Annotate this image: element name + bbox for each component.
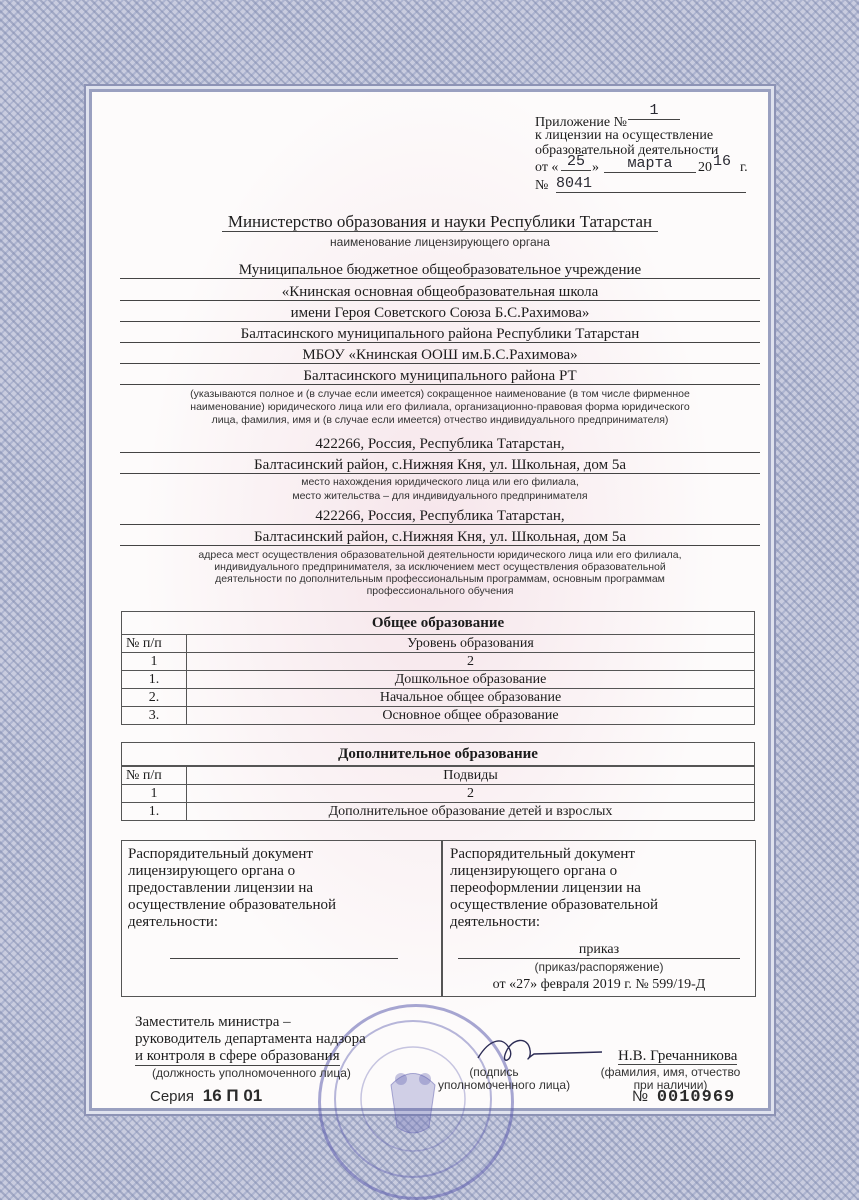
issue-doc-line: предоставлении лицензии на xyxy=(128,880,314,896)
index-cell-2: 2 xyxy=(187,653,755,671)
authority-name-text: Министерство образования и науки Республики Татарстан xyxy=(222,212,658,232)
org-line-6: Балтасинского муниципального района РТ xyxy=(120,368,760,385)
location-line-2: Балтасинский район, с.Нижняя Кня, ул. Школьная, дом 5а xyxy=(120,457,760,474)
series-block xyxy=(150,1086,262,1106)
signature-caption-line: (подпись xyxy=(469,1065,519,1079)
appendix-number: 1 xyxy=(628,103,680,120)
issue-doc-line: деятельности: xyxy=(128,914,219,930)
reissue-doc-line: переоформлении лицензии на xyxy=(450,880,641,896)
activity-caption-3: деятельности по дополнительным профессиональным программам, основным программам xyxy=(215,573,665,585)
form-number-block xyxy=(632,1086,735,1107)
form-number-label: № xyxy=(632,1088,649,1105)
issue-doc-line: лицензирующего органа о xyxy=(128,863,296,879)
additional-education-table xyxy=(121,766,755,821)
issue-doc-line: осуществление образовательной xyxy=(128,897,336,913)
org-line-4: Балтасинского муниципального района Республики Татарстан xyxy=(120,326,760,343)
table-row xyxy=(122,689,755,707)
signatory-position xyxy=(135,1014,366,1066)
index-cell-1: 1 xyxy=(122,653,187,671)
location-caption-1: место нахождения юридического лица или его филиала, xyxy=(301,476,579,488)
org-line-3: имени Героя Советского Союза Б.С.Рахимова» xyxy=(120,305,760,322)
table-header-row xyxy=(122,635,755,653)
position-line: руководитель департамента надзора xyxy=(135,1031,366,1047)
name-caption-line: при наличии) xyxy=(633,1078,708,1092)
date-year-suffix: 16 xyxy=(713,153,732,170)
col-subtype-header: Подвиды xyxy=(187,767,755,785)
activity-caption-2: индивидуального предпринимателя, за исключением мест осуществления образовательной xyxy=(214,561,666,573)
license-no-label: № xyxy=(535,178,549,193)
table-row xyxy=(122,707,755,725)
issue-doc-blank-line xyxy=(170,958,398,959)
signature-caption xyxy=(438,1065,571,1092)
table-index-row xyxy=(122,785,755,803)
col-number-header: № п/п xyxy=(122,767,187,785)
series-label: Серия xyxy=(150,1088,195,1105)
activity-caption-1: адреса мест осуществления образовательной деятельности юридического лица или его филиала, xyxy=(198,549,682,561)
activity-line-2: Балтасинский район, с.Нижняя Кня, ул. Школьная, дом 5а xyxy=(120,529,760,546)
reissue-doc-line: лицензирующего органа о xyxy=(450,863,618,879)
date-year-end: г. xyxy=(740,160,748,175)
reissue-doc-date: от «27» февраля 2019 г. № 599/19-Д xyxy=(492,977,706,992)
row-number: 1. xyxy=(122,671,187,689)
form-number: 0010969 xyxy=(656,1088,736,1107)
name-caption-line: (фамилия, имя, отчество xyxy=(600,1065,741,1079)
row-number: 2. xyxy=(122,689,187,707)
date-day: 25 xyxy=(561,154,591,171)
location-caption-2: место жительства – для индивидуального предпринимателя xyxy=(292,490,588,502)
signature-caption-line: уполномоченного лица) xyxy=(438,1078,571,1092)
table-index-row xyxy=(122,653,755,671)
row-subtype: Дополнительное образование детей и взрослых xyxy=(187,803,755,821)
col-level-header: Уровень образования xyxy=(187,635,755,653)
appendix-label: Приложение № xyxy=(535,115,627,130)
row-number: 3. xyxy=(122,707,187,725)
row-level: Основное общее образование xyxy=(187,707,755,725)
position-line: и контроля в сфере образования xyxy=(135,1048,340,1064)
appendix-line2: к лицензии на осуществление xyxy=(535,128,714,143)
org-caption-3: лица, фамилия, имя и (в случае если имеется) отчество индивидуального предпринимателя) xyxy=(211,414,669,426)
date-mid: » xyxy=(592,160,599,175)
date-prefix: от « xyxy=(535,160,559,175)
reissue-doc-type: приказ xyxy=(458,942,740,959)
col-number-header: № п/п xyxy=(122,635,187,653)
authority-caption: наименование лицензирующего органа xyxy=(330,235,550,249)
activity-line-1: 422266, Россия, Республика Татарстан, xyxy=(120,508,760,525)
reissue-doc-text xyxy=(450,846,658,931)
authority-name xyxy=(120,212,760,232)
table-row xyxy=(122,671,755,689)
index-cell-2: 2 xyxy=(187,785,755,803)
org-caption-1: (указываются полное и (в случае если имеется) сокращенное наименование (в том числе фирменное xyxy=(190,388,690,400)
additional-education-title: Дополнительное образование xyxy=(121,742,755,766)
issue-doc-text xyxy=(128,846,336,931)
reissue-doc-type-caption: (приказ/распоряжение) xyxy=(534,960,664,974)
org-line-2: «Книнская основная общеобразовательная школа xyxy=(120,284,760,301)
org-caption-2: наименование) юридического лица или его филиала, организационно-правовая форма юридического xyxy=(190,401,690,413)
org-line-1: Муниципальное бюджетное общеобразовательное учреждение xyxy=(120,262,760,279)
index-cell-1: 1 xyxy=(122,785,187,803)
table-row xyxy=(122,803,755,821)
position-caption: (должность уполномоченного лица) xyxy=(152,1066,351,1080)
appendix-line3: образовательной деятельности xyxy=(535,143,719,158)
general-education-table xyxy=(121,634,755,725)
date-month: марта xyxy=(604,156,696,173)
row-number: 1. xyxy=(122,803,187,821)
table-header-row xyxy=(122,767,755,785)
position-line: Заместитель министра – xyxy=(135,1014,291,1030)
signatory-name: Н.В. Гречанникова xyxy=(618,1048,738,1064)
issue-doc-line: Распорядительный документ xyxy=(128,846,313,862)
row-level: Начальное общее образование xyxy=(187,689,755,707)
row-level: Дошкольное образование xyxy=(187,671,755,689)
reissue-doc-line: деятельности: xyxy=(450,914,541,930)
reissue-doc-line: осуществление образовательной xyxy=(450,897,658,913)
general-education-title: Общее образование xyxy=(121,611,755,635)
license-number: 8041 xyxy=(556,176,746,193)
location-line-1: 422266, Россия, Республика Татарстан, xyxy=(120,436,760,453)
org-line-5: МБОУ «Книнская ООШ им.Б.С.Рахимова» xyxy=(120,347,760,364)
date-year-prefix: 20 xyxy=(698,160,712,175)
series-value: 16 П 01 xyxy=(202,1086,263,1105)
reissue-doc-line: Распорядительный документ xyxy=(450,846,635,862)
activity-caption-4: профессионального обучения xyxy=(366,585,514,597)
